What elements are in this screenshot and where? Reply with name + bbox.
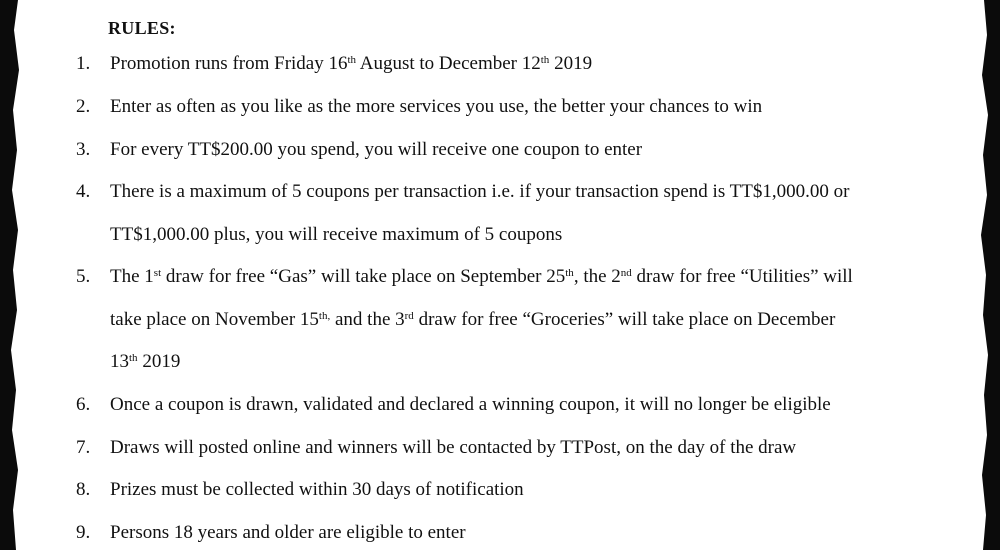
rule-text: 2019 [137, 351, 181, 372]
ordinal-superscript: th [129, 352, 138, 364]
rule-text-line [110, 181, 849, 203]
rule-number: 9. [76, 522, 91, 543]
rule-number: 1. [76, 53, 91, 74]
ordinal-superscript: th [565, 267, 574, 279]
rule-text-line [110, 479, 524, 501]
ordinal-superscript: th [347, 54, 357, 66]
rule-number: 8. [76, 479, 91, 500]
rule-text: Once a coupon is drawn, validated and declared a winning coupon, it will no longer be eligible [110, 394, 831, 415]
rules-heading: RULES: [108, 18, 176, 38]
rule-text: take place on November 15 [110, 309, 319, 330]
ordinal-superscript: rd [404, 310, 414, 322]
rule-text: August to December 12 [356, 53, 541, 74]
rule-text: For every TT$200.00 you spend, you will receive one coupon to enter [110, 139, 643, 160]
rule-text: Enter as often as you like as the more services you use, the better your chances to win [110, 96, 763, 117]
rule-text-line [110, 224, 562, 246]
rule-number: 4. [76, 181, 91, 202]
rule-number: 5. [76, 266, 91, 287]
rule-text: , the 2 [573, 266, 621, 287]
rule-text-line [110, 351, 180, 373]
rule-text-line [110, 522, 466, 544]
rule-text-line [110, 96, 762, 118]
rule-text: draw for free “Gas” will take place on September 25 [161, 266, 566, 287]
ordinal-superscript: st [153, 267, 162, 279]
rule-number: 6. [76, 394, 91, 415]
rule-text: Promotion runs from Friday 16 [110, 53, 348, 74]
rule-text-line [110, 309, 835, 331]
rule-text: and the 3 [330, 309, 405, 330]
rule-text: Draws will posted online and winners will be contacted by TTPost, on the day of the draw [110, 437, 797, 458]
rule-text-line [110, 53, 592, 75]
rule-text: There is a maximum of 5 coupons per transaction i.e. if your transaction spend is TT$1,000.00 or [110, 181, 850, 202]
rule-number: 7. [76, 437, 91, 458]
rule-text: Persons 18 years and older are eligible to enter [110, 522, 466, 543]
rule-text-line [110, 394, 831, 416]
rule-text: draw for free “Utilities” will [631, 266, 853, 287]
rule-text-line [110, 266, 853, 288]
rule-text-line [110, 139, 642, 161]
rule-text: 13 [110, 351, 129, 372]
rule-text: 2019 [549, 53, 593, 74]
rule-number: 2. [76, 96, 91, 117]
rule-text: TT$1,000.00 plus, you will receive maximum of 5 coupons [110, 224, 563, 245]
ordinal-superscript: th [540, 54, 550, 66]
rule-text: Prizes must be collected within 30 days of notification [110, 479, 524, 500]
ordinal-superscript: th, [318, 310, 331, 322]
rule-number: 3. [76, 139, 91, 160]
rule-text-line [110, 437, 796, 459]
rule-text: draw for free “Groceries” will take place on December [413, 309, 836, 330]
rule-text: The 1 [110, 266, 154, 287]
ordinal-superscript: nd [620, 267, 632, 279]
